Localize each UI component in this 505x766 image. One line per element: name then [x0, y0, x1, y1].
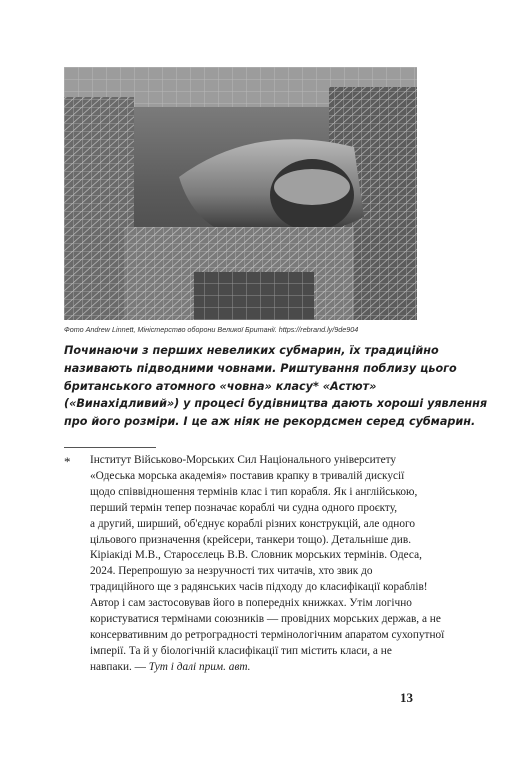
footnote-line: Автор і сам застосовував його в попередніх книжках. Утім логічно	[90, 597, 412, 610]
footnote-line: Інститут Військово-Морських Сил Національного університету	[90, 454, 397, 466]
submarine-photo	[64, 67, 417, 320]
footnote-last-line	[90, 660, 420, 676]
footnote-line: консервативним до ретроградності термінологічним апаратом сухопутної	[90, 628, 445, 641]
lead-paragraph	[64, 342, 488, 431]
photo-caption: Фото Andrew Linnett, Міністерство оборони Великої Британії. https://rebrand.ly/9de904	[64, 325, 359, 334]
footnote-text	[90, 453, 445, 676]
lead-line: Починаючи з перших невеликих субмарин, їх традиційно	[64, 344, 439, 357]
page-number: 13	[400, 690, 413, 705]
footnote-line: 2024. Перепрошую за незручності тих читачів, хто звик до	[90, 565, 373, 578]
lead-line: («Винахідливий») у процесі будівництва дають хороші уявлення	[64, 397, 488, 411]
lead-line: називають підводними човнами. Риштування поблизу цього	[64, 361, 457, 375]
footnote-line: Кіріакіді М.В., Старосєлець В.В. Словник морських термінів. Одеса,	[90, 549, 422, 562]
footnote-line: користуватися термінами союзників — провідних морських держав, а не	[90, 613, 441, 626]
footnote-line: щодо співвідношення термінів клас і тип корабля. Як і англійською,	[90, 485, 418, 498]
footnote-line: перший термін тепер позначає кораблі чи судна одного проєкту,	[90, 501, 398, 514]
footnote-line: цільового призначення (крейсери, танкери тощо). Детальніше див.	[90, 533, 412, 546]
footnote-line: «Одеська морська академія» поставив крапку в тривалій дискусії	[90, 469, 405, 482]
footnote-line: навпаки. —	[90, 660, 146, 673]
lead-line: про його розміри. І це аж ніяк не рекордсмен серед субмарин.	[64, 415, 476, 429]
footnote-marker: *	[64, 454, 71, 469]
footnote-line: імперії. Та й у біологічній класифікації тип містить класи, а не	[90, 644, 392, 657]
footnote-line: а другий, ширший, об'єднує кораблі різних конструкцій, але одного	[90, 517, 416, 530]
lead-line: британського атомного «човна» класу* «Астют»	[64, 379, 377, 393]
footnote-divider	[64, 447, 156, 448]
footnote-line: традиційного ще з радянських часів підходу до класифікації кораблів!	[90, 581, 428, 594]
footnote-tail-italic: Тут і далі прим. авт.	[148, 660, 251, 673]
